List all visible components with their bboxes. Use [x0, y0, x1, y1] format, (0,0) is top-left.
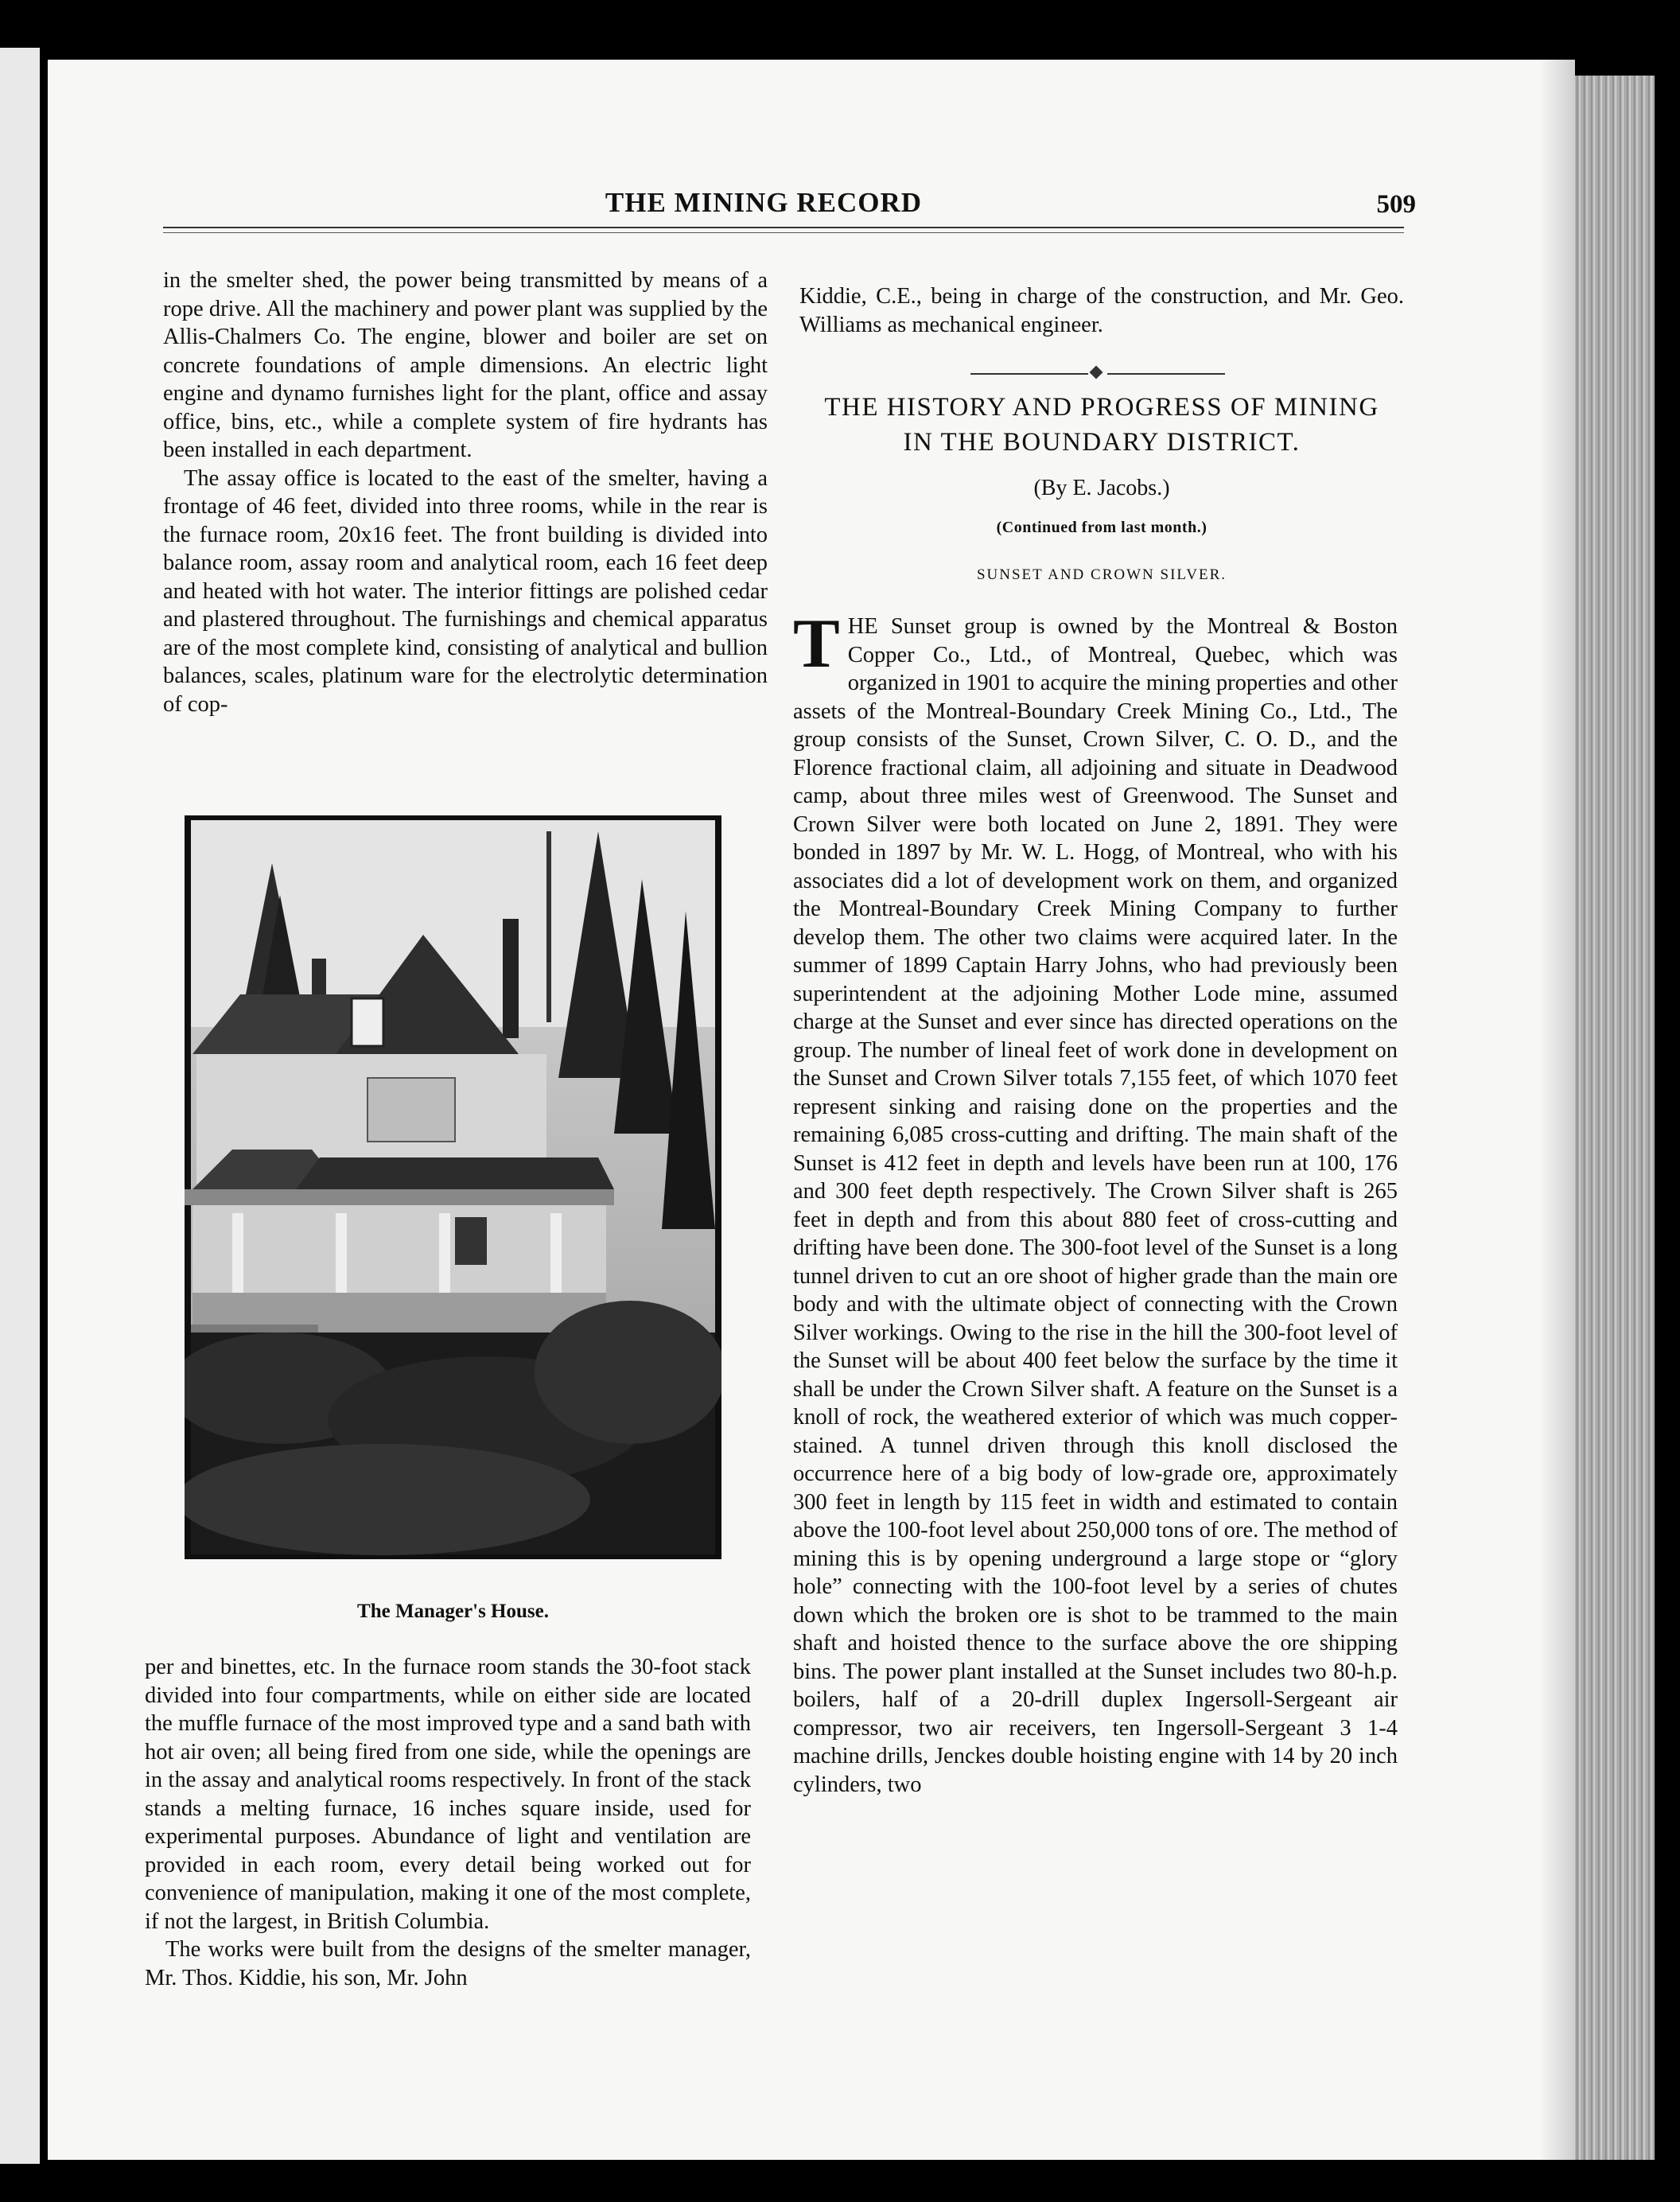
managers-house-photo [185, 815, 721, 1559]
article-title [788, 390, 1416, 460]
column-right-top [799, 282, 1404, 339]
running-header [111, 187, 1416, 219]
page-fold-shadow [1539, 60, 1575, 2160]
paragraph: The works were built from the designs of the smelter manager, Mr. Thos. Kiddie, his son, Mr. John [145, 1937, 751, 1990]
diamond-ornament-icon [1090, 366, 1103, 379]
house-illustration [185, 815, 721, 1559]
figure-caption: The Manager's House. [357, 1601, 549, 1622]
column-left-bottom [145, 1653, 751, 1992]
section-subhead: SUNSET AND CROWN SILVER. [976, 566, 1227, 583]
facing-page-edge [0, 48, 40, 2164]
article-body-text: HE Sunset group is owned by the Montreal & Boston Copper Co., Ltd., of Montreal, Quebec, which was organized in 1901 to acquire the mining properties and other assets of the Montreal-Boundary Creek Mining Co., Ltd., The group consists of the Sunset, Crown Silver, C. O. D., and the Florence fractional claim, all adjoining and situate in Deadwood camp, about three miles west of Greenwood. The Sunset and Crown Silver were both located on June 2, 1891. They were bonded in 1897 by Mr. W. L. Hogg, of Montreal, who with his associates did a lot of development work on them, and organized the Montreal-Boundary Creek Mining Company to further develop them. The other two claims were acquired later. In the summer of 1899 Captain Harry Johns, who had previously been superintendent at the adjoining Mother Lode mine, assumed charge at the Sunset and ever since has directed operations on the group. The number of lineal feet of work done in development on the Sunset and Crown Silver totals 7,155 feet, of which 1070 feet represent sinking and raising done on the properties and the remaining 6,085 cross-cutting and drifting. The main shaft of the Sunset is 412 feet in depth and levels have been run at 100, 176 and 300 feet depth respectively. The Crown Silver shaft is 265 feet in depth and from this about 880 feet of cross-cutting and drifting have been done. The 300-foot level of the Sunset is a long tunnel driven to cut an ore shoot of higher grade than the main ore body and with the ultimate object of connecting with the Crown Silver workings. Owing to the rise in the hill the 300-foot level of the Sunset will be about 400 feet below the surface by the time it shall be under the Crown Silver shaft. A feature on the Sunset is a knoll of rock, the weathered exterior of which was much copper-stained. A tunnel driven through this knoll disclosed the occurrence here of a big body of low-grade ore, approximately 300 feet in length by 115 feet in width and estimated to contain above the 100-foot level about 250,000 tons of ore. The method of mining this is by opening underground a large stope or “glory hole” connecting with the 100-foot level by a series of chutes down which the broken ore is shot to be trammed to the main shaft and hoisted thence to the surface above the ore shipping bins. The power plant installed at the Sunset includes two 80-h.p. boilers, half of a 20-drill duplex Ingersoll-Sergeant air compressor, two air receivers, ten Ingersoll-Sergeant 3 1-4 machine drills, Jenckes double hoisting engine with 14 by 20 inch cylinders, two [793, 614, 1398, 1797]
article-title-line: IN THE BOUNDARY DISTRICT. [903, 428, 1301, 457]
byline: (By E. Jacobs.) [1033, 476, 1170, 500]
paragraph: per and binettes, etc. In the furnace room stands the 30-foot stack divided into four compartments, while on either side are located the muffle furnace of the most improved type and a sand bath with hot air oven; all being fired from one side, while the openings are in the assay and analytical rooms respectively. In front of the stack stands a melting furnace, 16 inches square inside, used for experimental purposes. Abundance of light and ventilation are provided in each room, every detail being worked out for convenience of manipulation, making it one of the most complete, if not the largest, in British Columbia. [145, 1655, 751, 1934]
running-title: THE MINING RECORD [605, 187, 923, 218]
column-left-top [163, 266, 768, 718]
column-right-body [793, 605, 1398, 1799]
drop-cap: T [793, 605, 840, 683]
header-rule-thin [163, 232, 1404, 233]
article-title-line: THE HISTORY AND PROGRESS OF MINING [824, 393, 1379, 422]
paragraph: in the smelter shed, the power being transmitted by means of a rope drive. All the machinery and power plant was supplied by the Allis-Chalmers Co. The engine, blower and boiler are set on concrete foundations of ample dimensions. An electric light engine and dynamo furnishes light for the plant, office and assay office, bins, etc., while a complete system of fire hydrants has been installed in each department. [163, 268, 768, 462]
book-page-edges [1575, 76, 1655, 2160]
section-divider [970, 366, 1225, 382]
header-rule [163, 227, 1404, 228]
article-body [793, 605, 1398, 1799]
page-number: 509 [1376, 190, 1416, 219]
continued-note: (Continued from last month.) [996, 519, 1208, 536]
paragraph: Kiddie, C.E., being in charge of the construction, and Mr. Geo. Williams as mechanical engineer. [799, 284, 1404, 337]
paragraph: The assay office is located to the east of the smelter, having a frontage of 46 feet, divided into three rooms, while in the rear is the furnace room, 20x16 feet. The front building is divided into balance room, assay room and analytical room, each 16 feet deep and heated with hot water. The interior fittings are polished cedar and plastered throughout. The furnishings and chemical apparatus are of the most complete kind, consisting of analytical and bullion balances, scales, platinum ware for the electrolytic determination of cop- [163, 465, 768, 717]
